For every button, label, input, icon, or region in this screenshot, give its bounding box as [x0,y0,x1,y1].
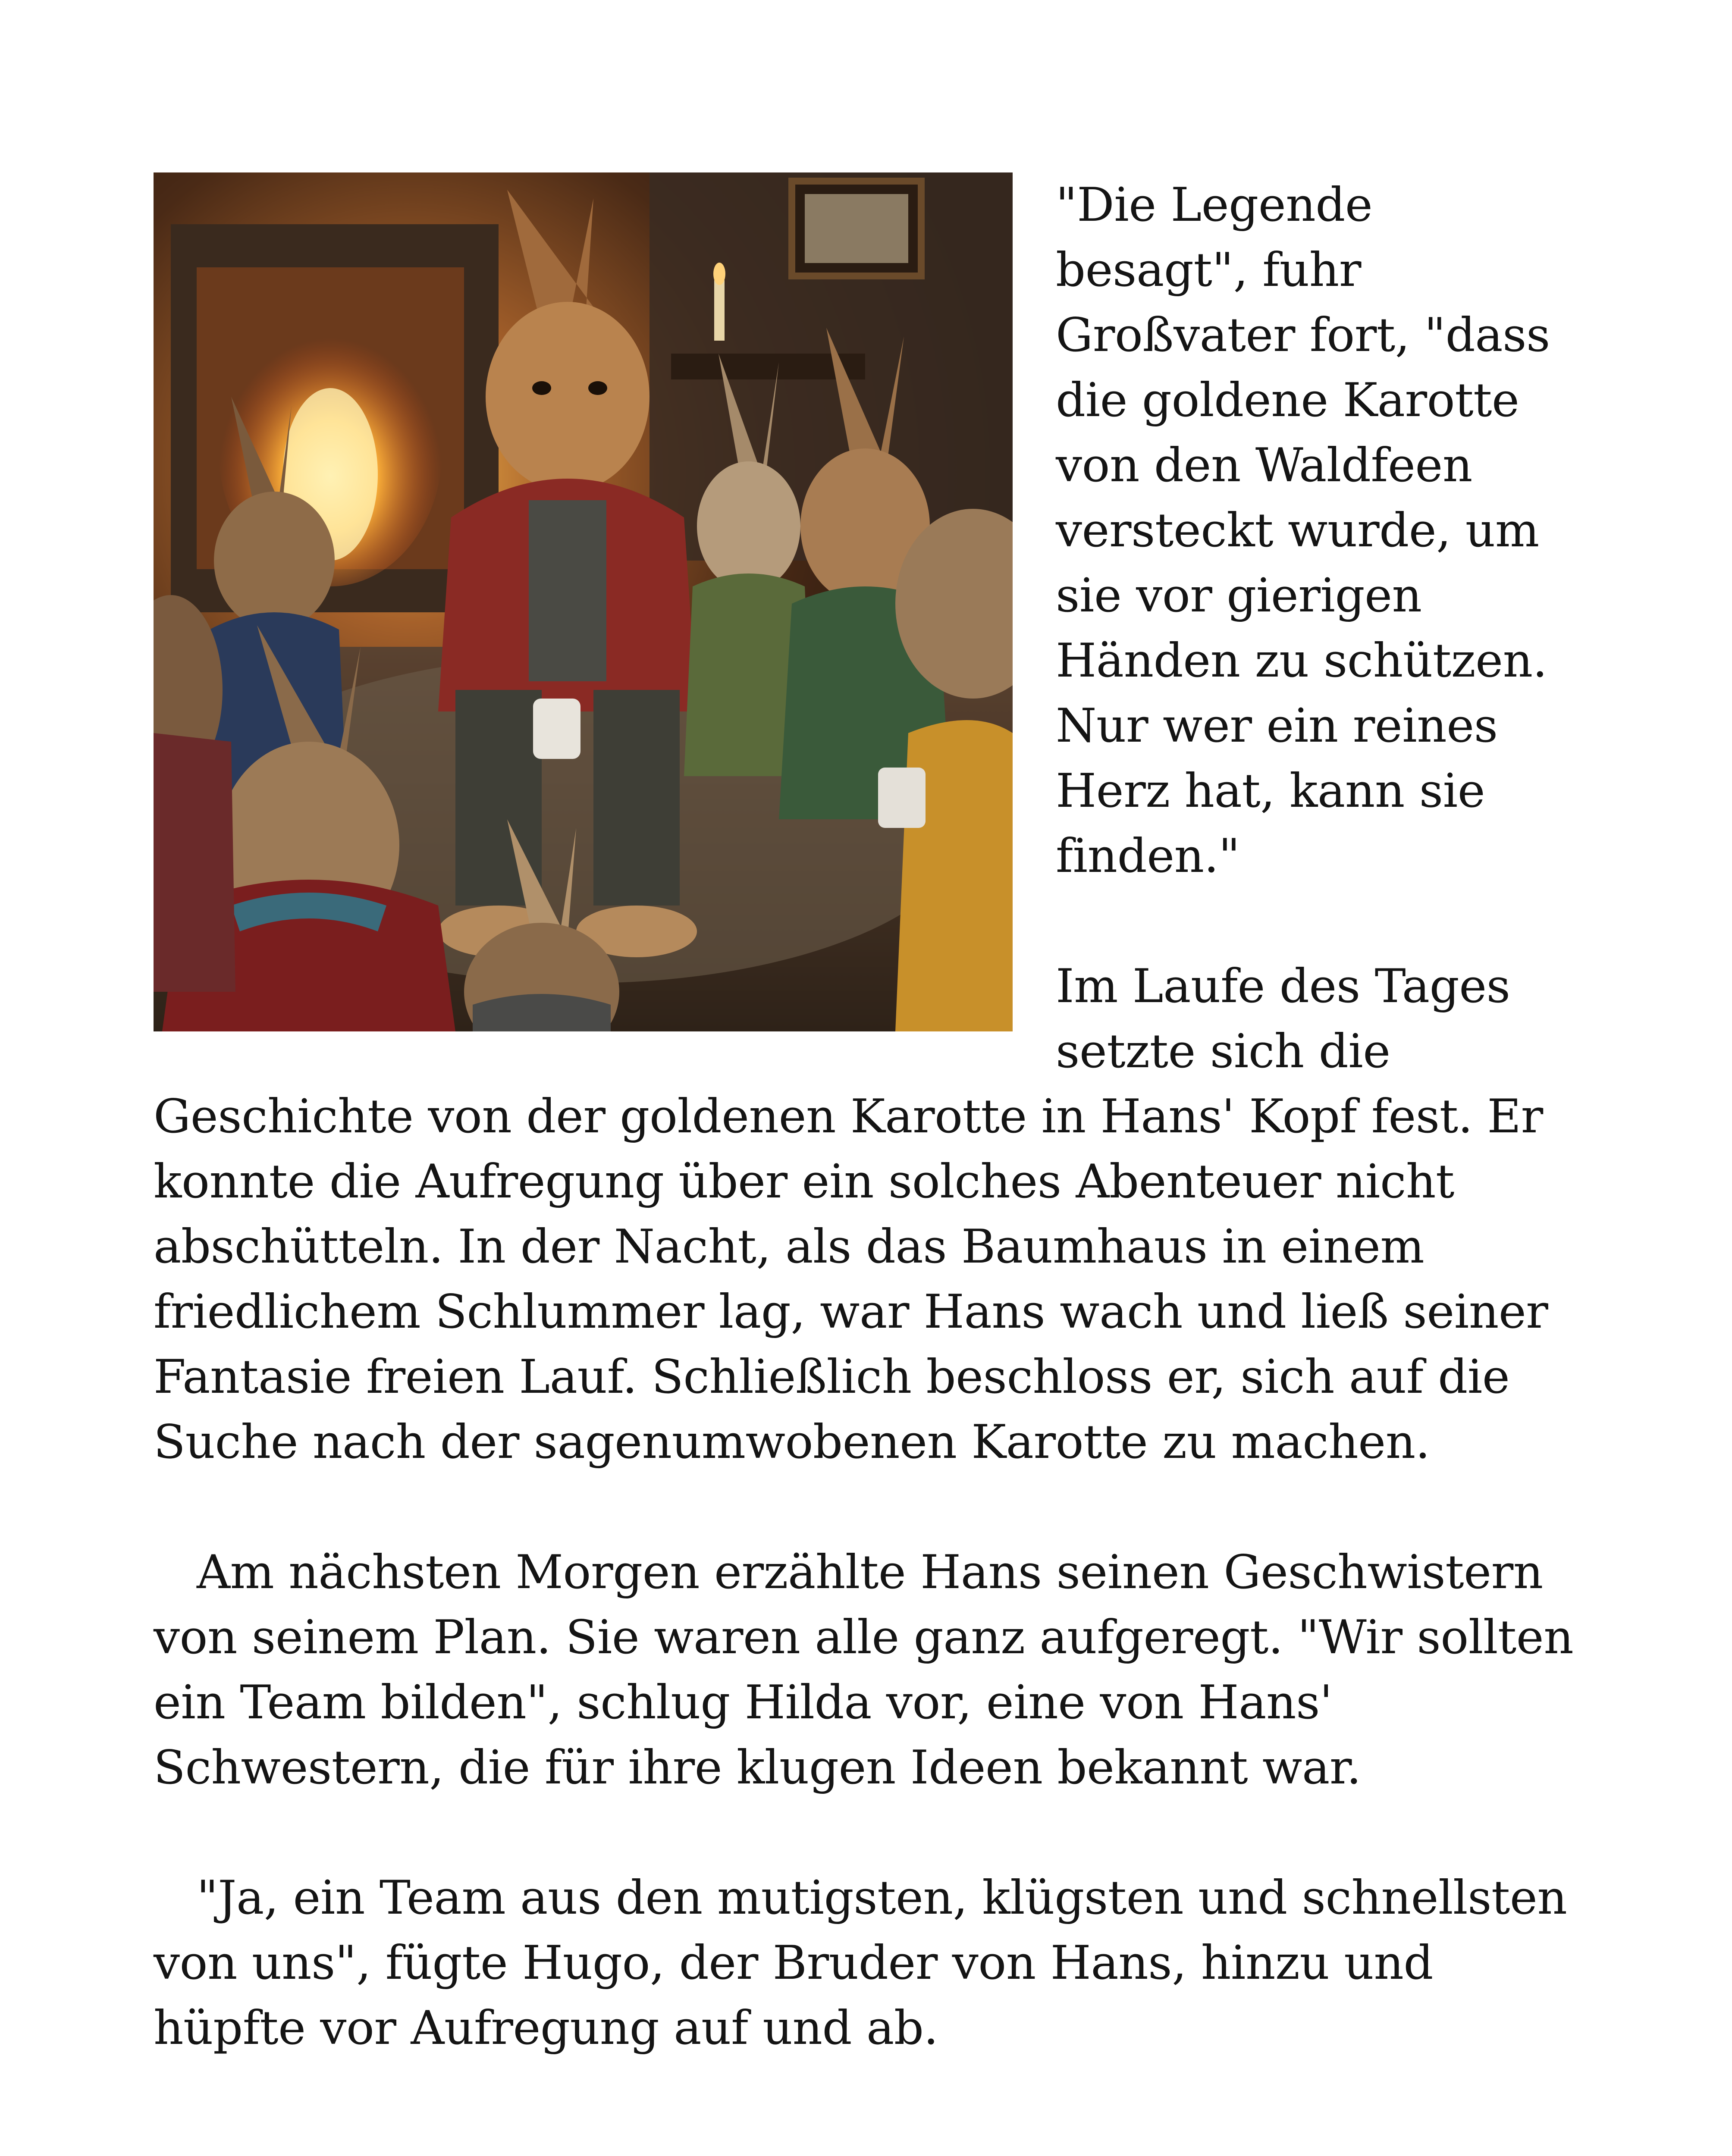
paragraph-hans-night: Im Laufe des Tages setzte sich die Geschichte von der goldenen Karotte in Hans' Kopf fest. Er konnte die Aufregung über ein solches Abenteuer nicht abschütteln. In der Nacht, als das Baumhaus in einem friedlichem Schlummer lag, war Hans wach und ließ seiner Fantasie freien Lauf. Schließlich beschloss er, sich auf die Suche nach der sagenumwobenen Karotte zu machen. [154,959,1548,1469]
rabbit-fireside-scene [154,172,1013,1031]
story-illustration [154,172,1013,1031]
paragraph-hugo: "Ja, ein Team aus den mutigsten, klügsten und schnellsten von uns", fügte Hugo, der Bruder von Hans, hinzu und hüpfte vor Aufregung auf und ab. [154,1871,1567,2055]
story-text-column [154,172,1577,2061]
paragraph-legend: "Die Legende besagt", fuhr Großvater fort, "dass die goldene Karotte von den Waldfeen versteckt wurde, um sie vor gierigen Händen zu schützen. Nur wer ein reines Herz hat, kann sie finden." [1056,178,1550,883]
paragraph-next-morning: Am nächsten Morgen erzählte Hans seinen Geschwistern von seinem Plan. Sie waren alle ganz aufgeregt. "Wir sollten ein Team bilden", schlug Hilda vor, eine von Hans' Schwestern, die für ihre klugen Ideen bekannt war. [154,1545,1574,1795]
